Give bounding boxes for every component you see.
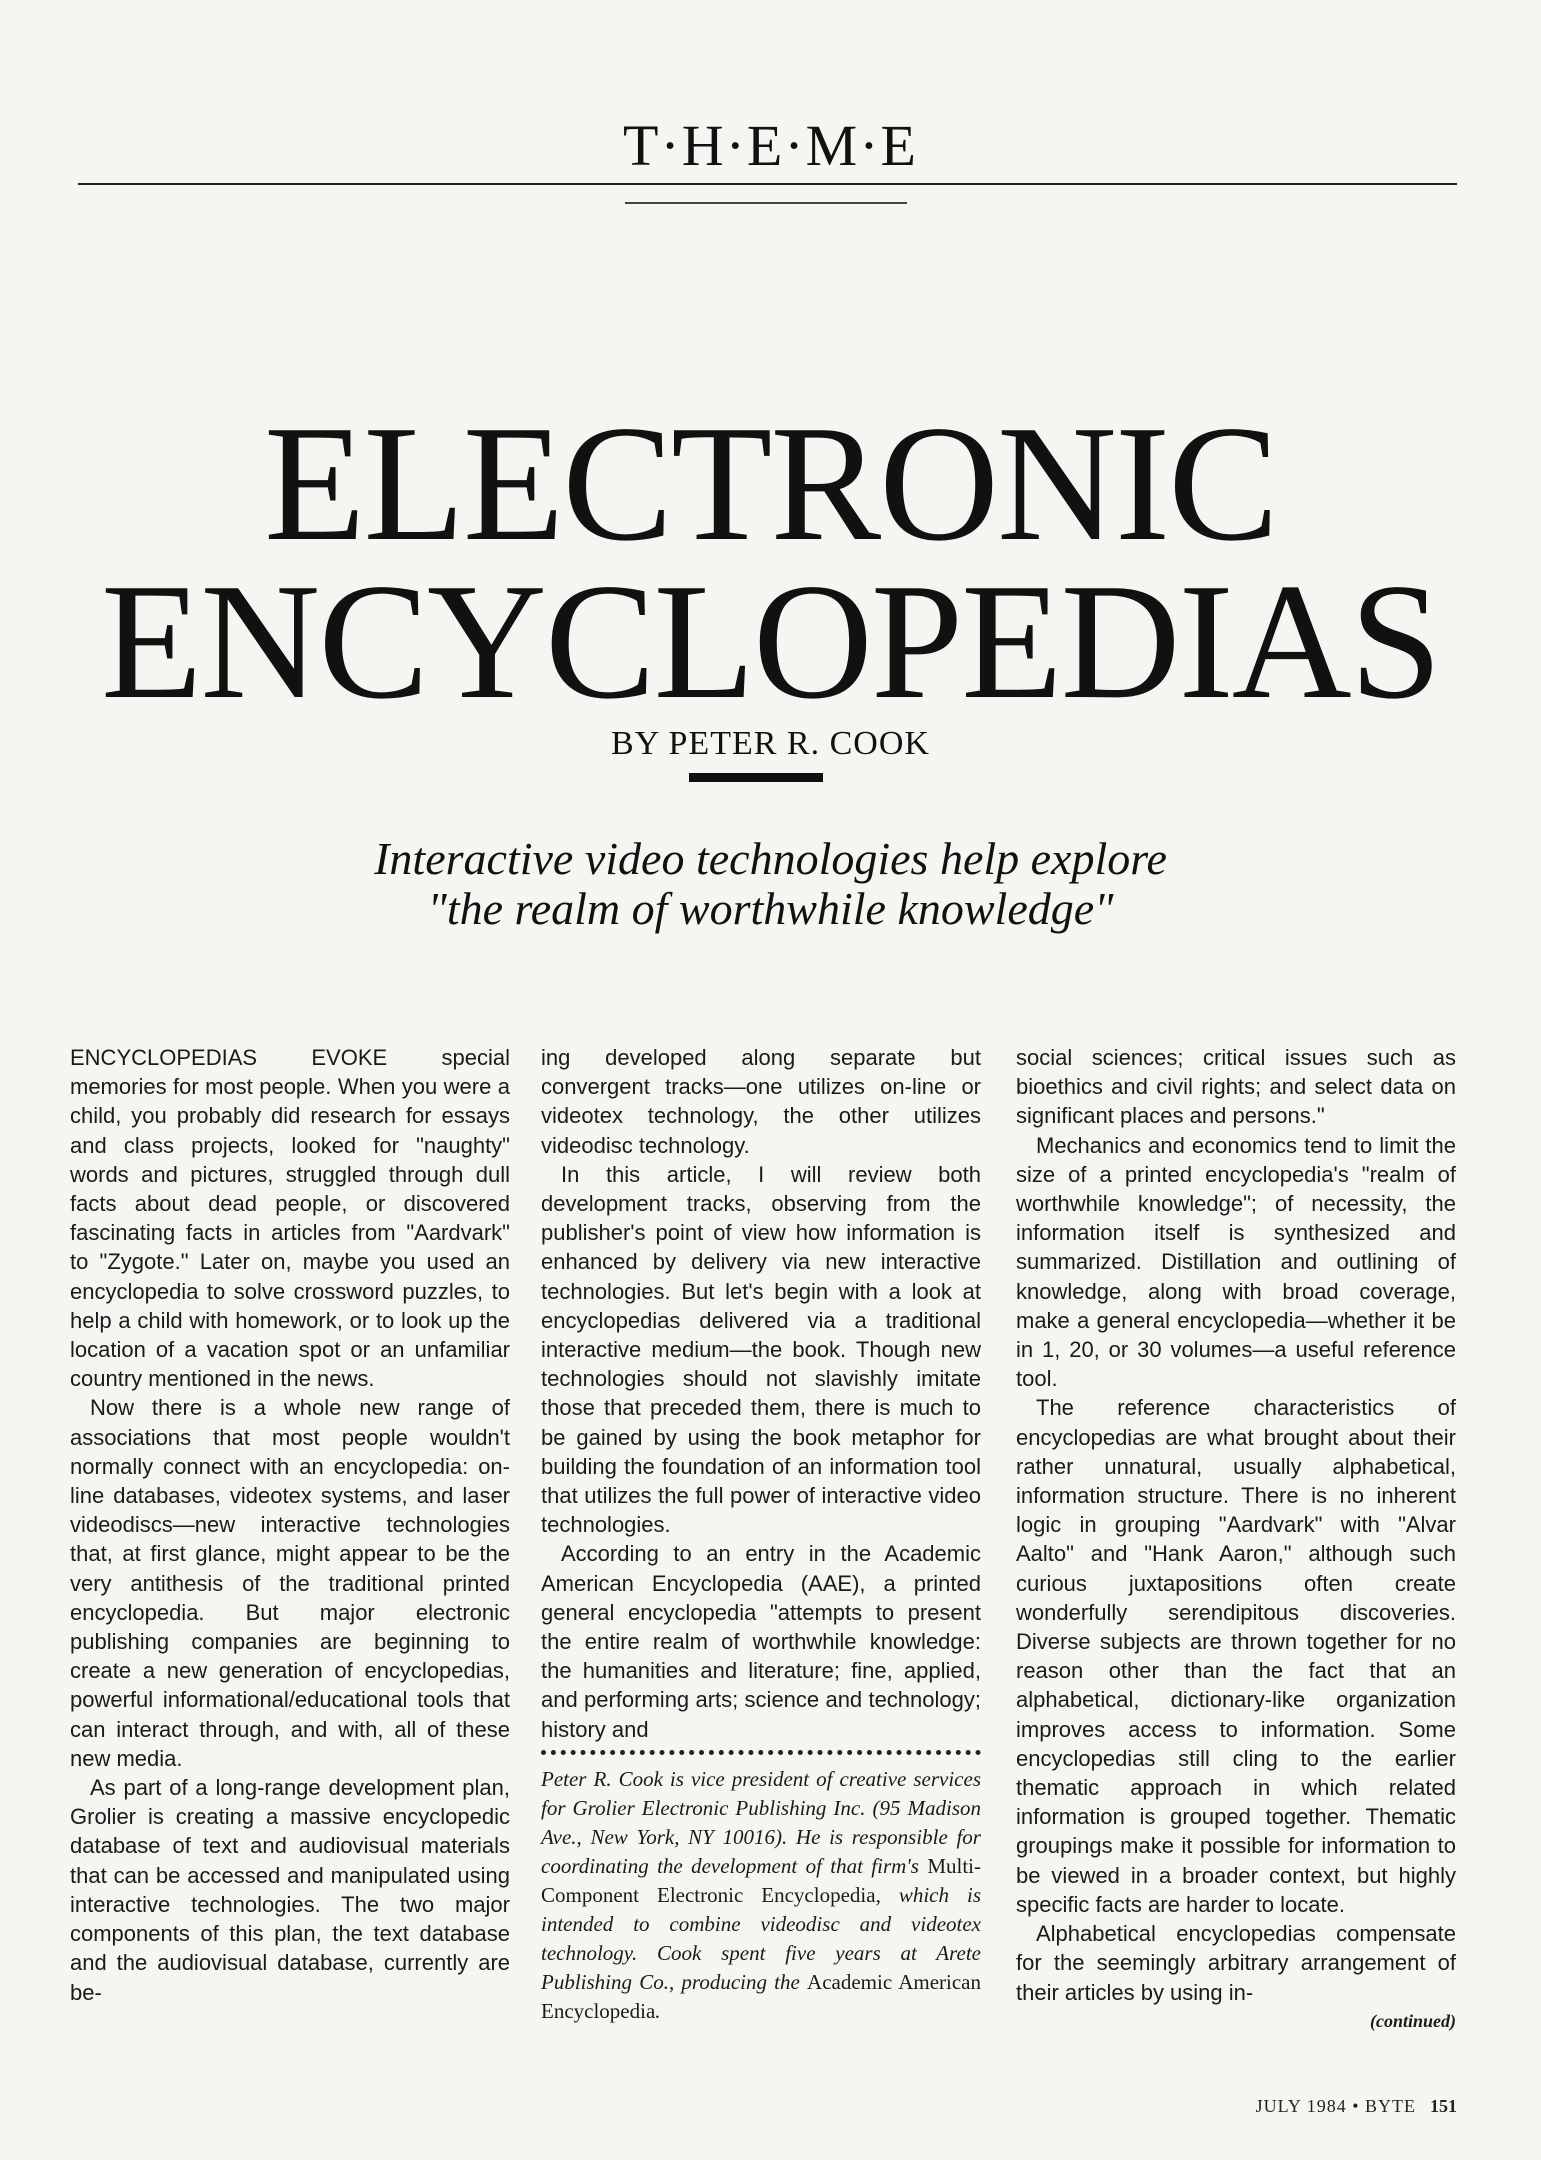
bio-product: Multi-Component Electronic Encyclopedia xyxy=(541,1853,981,1907)
header-short-rule xyxy=(625,202,907,204)
byline: BY PETER R. COOK xyxy=(611,725,930,762)
bio-company: Grolier Electronic Publishing Inc. (95 Madison Ave., New York, NY 10016). xyxy=(541,1795,981,1849)
footer-issue: JULY 1984 • BYTE xyxy=(1255,2096,1416,2116)
bio-text: Peter R. Cook is vice president of creative services for xyxy=(541,1766,981,1820)
paragraph: Mechanics and economics tend to limit the size of a printed encyclopedia's "realm of worthwhile knowledge"; of necessity, the information itself is synthesized and summarized. Distillation and outlining of knowledge, along with broad coverage, make a general encyclopedia—whether it be in 1, 20, or 30 volumes—a useful reference tool. xyxy=(1016,1132,1456,1392)
bio-employer: Arete Publishing Co. xyxy=(541,1940,981,1994)
article-title-line2: ENCYCLOPEDIAS xyxy=(101,549,1440,733)
deck-line2: "the realm of worthwhile knowledge" xyxy=(427,883,1114,934)
paragraph: The reference characteristics of encyclopedias are what brought about their rather unnatural, usually alphabetical, information structure. There is no inherent logic in grouping "Aardvark" with "Alvar Aalto" and "Hank Aaron," although such curious juxtapositions often create wonderfully serendipitous discoveries. Diverse subjects are thrown together for no reason other than the fact that an alphabetical, dictionary-like organization improves access to information. Some encyclopedias still cling to the earlier thematic approach in which related information is grouped together. Thematic groupings make it possible for information to be viewed in a broader context, but highly specific facts are harder to locate. xyxy=(1016,1395,1456,1917)
bio-work: Academic American Encyclopedia xyxy=(541,1969,981,2023)
paragraph: Now there is a whole new range of associations that most people wouldn't normally connect with an encyclopedia: on-line databases, videotex systems, and laser videodiscs—new interactive technologies that, at first glance, might appear to be the very antithesis of the traditional printed encyclopedia. But major electronic publishing companies are beginning to create a new generation of encyclopedias, powerful informational/educational tools that can interact through, and with, all of these new media. xyxy=(70,1395,510,1771)
bio-divider xyxy=(541,1750,981,1755)
header-rule xyxy=(78,183,1457,185)
paragraph: According to an entry in the Academic American Encyclopedia (AAE), a printed general encyclopedia "attempts to present the entire realm of worthwhile knowledge: the humanities and literature; fine, applied, and performing arts; science and technology; history and xyxy=(541,1541,981,1742)
paragraph: As part of a long-range development plan, Grolier is creating a massive encyclopedic database of text and audiovisual materials that can be accessed and manipulated using interactive technologies. The two major components of this plan, the text database and the audiovisual database, currently are be- xyxy=(70,1775,510,2005)
paragraph: social sciences; critical issues such as bioethics and civil rights; and select data on significant places and persons." xyxy=(1016,1045,1456,1129)
byline-bar xyxy=(689,773,823,782)
page-footer xyxy=(1256,2096,1457,2117)
continued-label: (continued) xyxy=(1369,2010,1456,2031)
column-2 xyxy=(541,1043,981,2026)
bio-text: , which is intended to combine videodisc and videotex technology. Cook spent five years at xyxy=(541,1882,981,1965)
paragraph: In this article, I will review both development tracks, observing from the publisher's point of view how information is enhanced by delivery via new interactive technologies. But let's begin with a look at encyclopedias delivered via a traditional interactive medium—the book. Though new technologies should not slavishly imitate those that preceded them, there is much to be gained by using the book metaphor for building the foundation of an information tool that utilizes the full power of interactive video technologies. xyxy=(541,1161,981,1538)
bio-text: He is responsible for coordinating the development of that firm's xyxy=(541,1824,981,1878)
bio-text: . xyxy=(655,1998,661,2023)
bio-text: , producing the xyxy=(668,1969,808,1994)
column-1 xyxy=(70,1043,510,2007)
section-header: T·H·E·M·E xyxy=(622,113,918,178)
page-number: 151 xyxy=(1430,2096,1457,2116)
author-bio xyxy=(541,1765,981,2026)
paragraph: Alphabetical encyclopedias compensate for the seemingly arbitrary arrangement of their articles by using in- xyxy=(1016,1921,1456,2005)
paragraph: ENCYCLOPEDIAS EVOKE special memories for most people. When you were a child, you probably did research for essays and class projects, looked for "naughty" words and pictures, struggled through dull facts about dead people, or discovered fascinating facts in articles from "Aardvark" to "Zygote." Later on, maybe you used an encyclopedia to solve crossword puzzles, to help a child with homework, or to look up the location of a vacation spot or an unfamiliar country mentioned in the news. xyxy=(70,1045,510,1392)
deck-line1: Interactive video technologies help explore xyxy=(374,833,1167,884)
article-title-line1: ELECTRONIC xyxy=(264,391,1277,575)
column-3 xyxy=(1016,1043,1456,2033)
paragraph: ing developed along separate but convergent tracks—one utilizes on-line or videotex technology, the other utilizes videodisc technology. xyxy=(541,1045,981,1158)
